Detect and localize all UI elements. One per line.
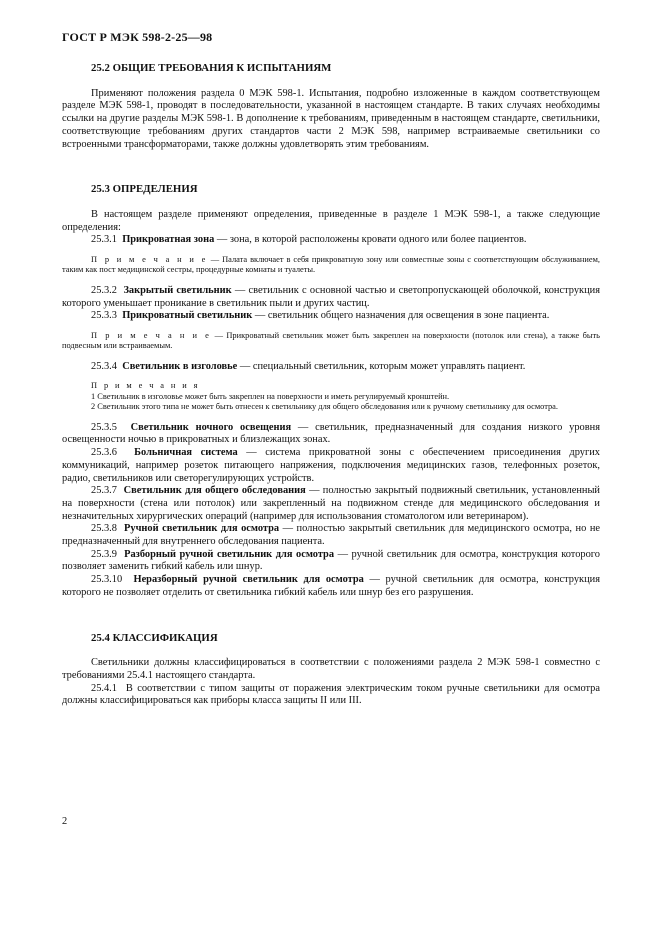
note-label: П р и м е ч а н и е (91, 255, 208, 265)
section-25-4-text: Светильники должны классифицироваться в соответствии с положениями раздела 2 МЭК 598-1 совместно с требованиями 25.4.1 настоящего стандарта. (62, 657, 600, 681)
defined-term: Прикроватный светильник (122, 310, 253, 322)
defined-term: Разборный ручной светильник для осмотра (124, 548, 335, 560)
definition-text: — зона, в которой расположены кровати одного или более пациентов. (214, 234, 527, 246)
definition-text: — полностью закрытый светильник для медицинского осмотра, но не предназначенный для внутреннего обследования пациента. (62, 523, 600, 548)
defined-term: Закрытый светильник (123, 284, 232, 296)
defined-term: Светильник в изголовье (122, 360, 238, 372)
section-title-25-3: 25.3 ОПРЕДЕЛЕНИЯ (91, 183, 198, 196)
definition-25-3-10 (62, 574, 600, 599)
clause-number: 25.3.9 (91, 548, 117, 560)
definition-25-3-6 (62, 447, 600, 485)
clause-number: 25.4.1 (91, 682, 117, 694)
defined-term: Ручной светильник для осмотра (124, 523, 280, 535)
definition-text: — система прикроватной зоны с обеспечением присоединения других коммуникаций, например розеток питающего напряжения, подключения медицинских газов, телефонных розеток, радио, светильников или светорегулирующих устройств. (62, 447, 600, 484)
definition-25-3-2 (62, 285, 600, 310)
clause-number: 25.3.5 (91, 421, 117, 433)
note-item-2: 2 Светильник этого типа не может быть отнесен к светильнику для общего обследования или к ручному светильнику для осмотра. (91, 402, 558, 412)
section-title-25-4: 25.4 КЛАССИФИКАЦИЯ (91, 631, 218, 644)
clause-text: В соответствии с типом защиты от поражения электрическим током ручные светильники для осмотра должны классифицироваться как приборы класса защиты II или III. (62, 682, 600, 707)
definition-25-3-7 (62, 485, 600, 523)
standard-header: ГОСТ Р МЭК 598-2-25—98 (62, 30, 213, 44)
clause-number: 25.3.2 (91, 284, 117, 296)
definition-25-3-3 (62, 310, 600, 323)
notes-label: П р и м е ч а н и я (91, 381, 200, 391)
note-25-3-3 (62, 331, 600, 352)
definition-text: — ручной светильник для осмотра, конструкция которого не позволяет отделить от светильника гибкий кабель или шнур без его разрушения. (62, 574, 600, 598)
definition-25-3-4 (62, 361, 600, 374)
note-text: — Палата включает в себя прикроватную зону или совместные зоны с соответствующим обслуживанием, таким как пост медицинской сестры, процедурные комнаты и туалеты. (62, 255, 600, 275)
definition-text: — полностью закрытый подвижный светильник, установленный на поверхности (стена или потолок) или закрепленный на подвижном стенде для медицинского обследования и незначительных хирургических операций (например для использования стоматологом или ветеринаром). (62, 485, 600, 522)
defined-term: Светильник ночного освещения (130, 421, 292, 433)
definition-25-3-9 (62, 549, 600, 574)
definition-text: — специальный светильник, которым может управлять пациент. (237, 360, 526, 372)
note-label: П р и м е ч а н и е (91, 330, 212, 340)
clause-number: 25.3.4 (91, 360, 117, 372)
definition-25-3-8 (62, 523, 600, 548)
content (62, 62, 600, 708)
notes-heading (62, 381, 600, 391)
section-title-25-2: 25.2 ОБЩИЕ ТРЕБОВАНИЯ К ИСПЫТАНИЯМ (91, 62, 332, 74)
clause-number: 25.3.6 (91, 447, 117, 459)
clause-25-4-1 (62, 683, 600, 708)
clause-number: 25.3.1 (91, 234, 117, 246)
definition-text: — светильник общего назначения для освещения в зоне пациента. (252, 310, 550, 322)
definition-25-3-5 (62, 422, 600, 447)
section-25-3-intro: В настоящем разделе применяют определения, приведенные в разделе 1 МЭК 598-1, а также следующие определения: (62, 208, 600, 233)
section-25-2-text: Применяют положения раздела 0 МЭК 598-1. Испытания, подробно изложенные в каждом соответствующем разделе МЭК 598-1, проводят в последовательности, указанной в настоящем стандарте. В таких случаях необходимы ссылки на другие разделы МЭК 598-1. В дополнение к требованиям, приведенным в настоящем стандарте, светильники, соответствующие требованиям других стандартов части 2 МЭК 598, например встраиваемые светильники со встроенными трансформаторами, также должны удовлетворять этим требованиям. (62, 87, 600, 150)
clause-number: 25.3.10 (91, 574, 123, 586)
note-25-3-1 (62, 255, 600, 276)
definition-text: — светильник, предназначенный для создания низкого уровня освещенности ночью в прикроватных и близлежащих зонах. (62, 421, 600, 446)
definition-text: — светильник с основной частью и светопропускающей оболочкой, конструкция которого уменьшает проникание в светильник пыли и других частиц. (62, 284, 600, 309)
note-text: — Прикроватный светильник может быть закреплен на поверхности (потолок или стена), а также быть подвесным или встраиваемым. (62, 330, 600, 351)
clause-number: 25.3.3 (91, 310, 117, 322)
definition-text: — ручной светильник для осмотра, конструкция которого позволяет заменить гибкий кабель или шнур. (62, 548, 600, 573)
defined-term: Прикроватная зона (122, 234, 215, 246)
page-number: 2 (62, 816, 68, 827)
defined-term: Неразборный ручной светильник для осмотра (133, 574, 364, 586)
clause-number: 25.3.7 (91, 485, 117, 497)
note-item-1: 1 Светильник в изголовье может быть закреплен на поверхности и иметь регулируемый кронштейн. (91, 391, 450, 401)
definition-25-3-1 (62, 234, 600, 247)
clause-number: 25.3.8 (91, 523, 117, 535)
defined-term: Больничная система (134, 447, 238, 459)
defined-term: Светильник для общего обследования (123, 485, 306, 497)
